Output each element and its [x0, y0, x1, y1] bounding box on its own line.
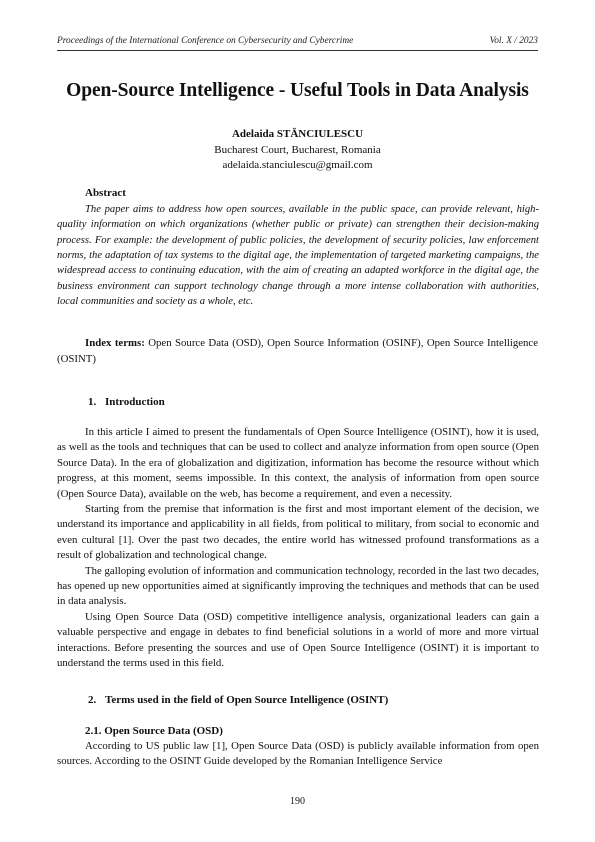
index-terms [57, 336, 538, 367]
header-volume: Vol. X / 2023 [489, 36, 538, 46]
paragraph: In this article I aimed to present the fundamentals of Open Source Intelligence (OSINT), how it is used, as well as the tools and techniques that can be used to collect and analyze information from open source (Open Source Data). In the era of globalization and digitization, information has become the resource without which progress, at this moment, seems impossible. In this context, the analysis of information from open source (Open Source Data), available on the web, has become a requirement, and even a necessity. [57, 426, 539, 500]
subsection-2-1-text: According to US public law [1], Open Source Data (OSD) is publicly available information from open sources. According to the OSINT Guide developed by the Romanian Intelligence Service [57, 740, 539, 768]
section-1-heading [88, 396, 165, 408]
paragraph: The galloping evolution of information and communication technology, recorded in the last two decades, has opened up new opportunities aimed at significantly improving the techniques and methods that can be used in data analysis. [57, 564, 539, 608]
section-1-title: Introduction [105, 396, 165, 408]
abstract-heading: Abstract [85, 187, 126, 199]
abstract-text: The paper aims to address how open sources, available in the public space, can provide relevant, high-quality information on which organizations (whether public or private) can strengthen their decision-making process. For example: the development of public policies, the development of security policies, law enforcement norms, the adaptation of tax systems to the digital age, the implementation of targeted marketing campaigns, the widespread access to continuing education, with the aim of creating an adapted workforce in the digital age, the business environment can support technology change through a more intense collaboration with authorities, local communities and society as a whole, etc. [57, 204, 539, 308]
paper-title: Open-Source Intelligence - Useful Tools in Data Analysis [66, 80, 529, 101]
header-rule [57, 50, 538, 51]
author-email: adelaida.stanciulescu@gmail.com [222, 159, 373, 171]
author-block [57, 127, 538, 174]
section-2-number: 2. [88, 694, 97, 706]
index-terms-text: Open Source Data (OSD), Open Source Information (OSINF), Open Source Intelligence (OSINT) [57, 337, 538, 365]
section-1-number: 1. [88, 396, 97, 408]
section-2-heading [88, 694, 388, 706]
section-2-title: Terms used in the field of Open Source Intelligence (OSINT) [105, 694, 389, 706]
paragraph: Starting from the premise that information is the first and most important element of the decision, we understand its importance and applicability in all fields, from political to military, from social to economic and even cultural [1]. Over the past two decades, the entire world has witnessed profound transformations as a result of globalization and technological change. [57, 503, 539, 562]
index-terms-label: Index terms: [85, 337, 145, 349]
page-number: 190 [290, 796, 305, 807]
subsection-2-1-heading: 2.1. Open Source Data (OSD) [85, 725, 223, 737]
author-affiliation: Bucharest Court, Bucharest, Romania [214, 143, 381, 156]
header-conference-name: Proceedings of the International Conference on Cybersecurity and Cybercrime [57, 36, 354, 46]
author-name: Adelaida STĂNCIULESCU [231, 128, 364, 140]
paragraph: Using Open Source Data (OSD) competitive intelligence analysis, organizational leaders can gain a valuable perspective and engage in debates to find beneficial solutions in a world of more and more virtual interactions. Before presenting the sources and use of Open Source Intelligence (OSINT) it is important to understand the terms used in this field. [57, 610, 539, 670]
running-header [57, 36, 538, 50]
introduction-body [57, 425, 539, 672]
